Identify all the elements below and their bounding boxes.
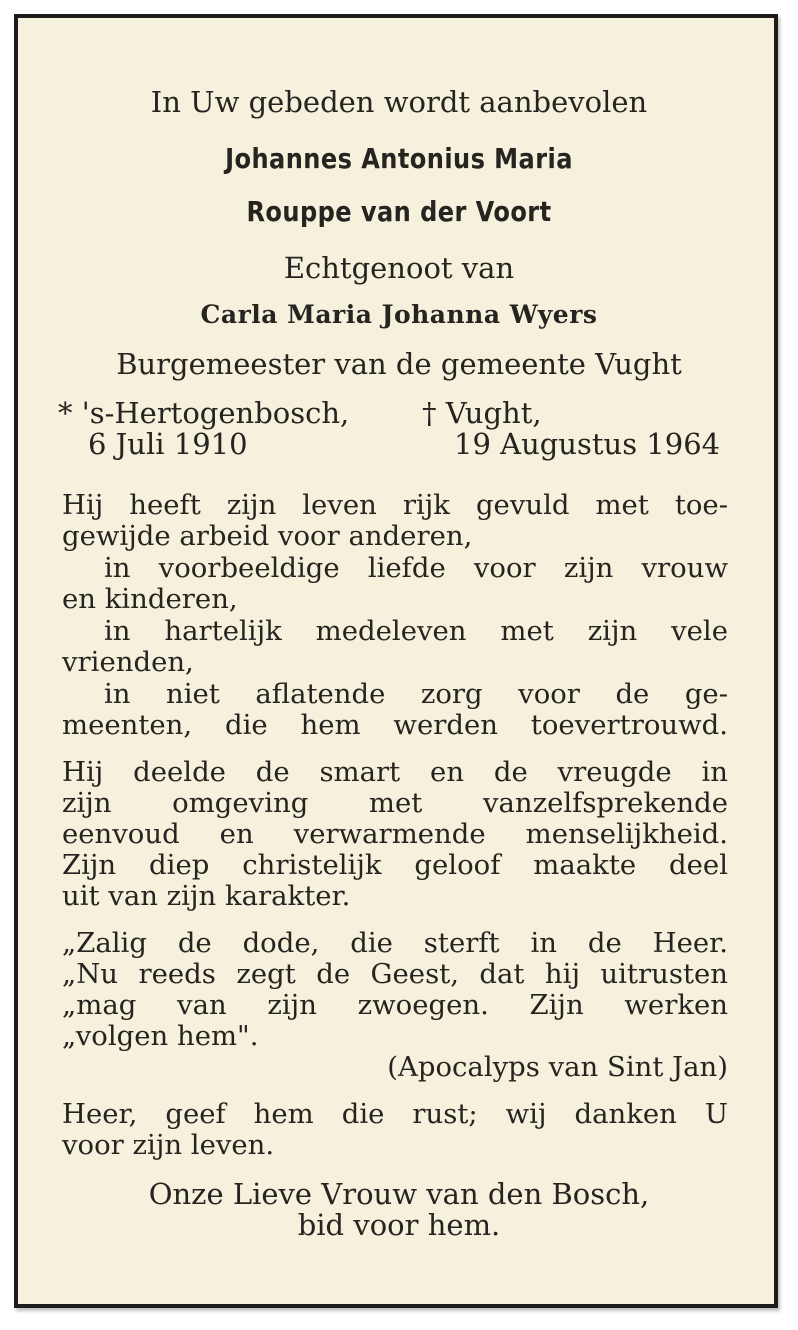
title-line: Burgemeester van de gemeente Vught [116, 347, 682, 381]
death-place: † Vught, [422, 396, 542, 430]
closing-line: Onze Lieve Vrouw van den Bosch, [148, 1177, 650, 1211]
paragraph-line: Hij deelde de smart en de vreugde in [62, 756, 728, 788]
quote-line: „Nu reeds zegt de Geest, dat hij uitrusten [62, 958, 728, 990]
paragraph-line: Hij heeft zijn leven rijk gevuld met toe- [62, 489, 728, 521]
paragraph-line: uit van zijn karakter. [62, 880, 351, 912]
spouse-intro: Echtgenoot van [283, 251, 515, 285]
paragraph-line: meenten, die hem werden toevertrouwd. [62, 709, 728, 741]
paragraph-line: in niet aflatende zorg voor de ge- [104, 678, 728, 710]
quote-line: „Zalig de dode, die sterft in de Heer. [62, 927, 728, 959]
deceased-name-line2: Rouppe van der Voort [246, 195, 552, 228]
death-date: 19 Augustus 1964 [454, 427, 721, 461]
paragraph-line: in hartelijk medeleven met zijn vele [104, 615, 728, 647]
paragraph-line: en kinderen, [62, 583, 238, 615]
deceased-name-line1: Johannes Antonius Maria [225, 142, 573, 175]
paragraph-line: zijn omgeving met vanzelfsprekende [62, 787, 728, 819]
paragraph-line: Zijn diep christelijk geloof maakte deel [62, 849, 728, 881]
paragraph-line: eenvoud en verwarmende menselijkheid. [62, 818, 728, 850]
spouse-name: Carla Maria Johanna Wyers [200, 300, 598, 329]
closing-line: bid voor hem. [297, 1208, 501, 1242]
prayer-line: Heer, geef hem die rust; wij danken U [62, 1098, 728, 1130]
paragraph-line: in voorbeeldige liefde voor zijn vrouw [104, 552, 728, 584]
paragraph-line: vrienden, [62, 646, 194, 678]
birth-date: 6 Juli 1910 [88, 427, 248, 461]
intro-line: In Uw gebeden wordt aanbevolen [150, 85, 648, 119]
paragraph-line: gewijde arbeid voor anderen, [62, 520, 473, 552]
quote-line: „mag van zijn zwoegen. Zijn werken [62, 989, 728, 1021]
prayer-line: voor zijn leven. [62, 1129, 275, 1161]
quote-source: (Apocalyps van Sint Jan) [387, 1051, 728, 1083]
birth-place: * 's-Hertogenbosch, [58, 396, 350, 430]
quote-line: „volgen hem". [62, 1020, 259, 1052]
